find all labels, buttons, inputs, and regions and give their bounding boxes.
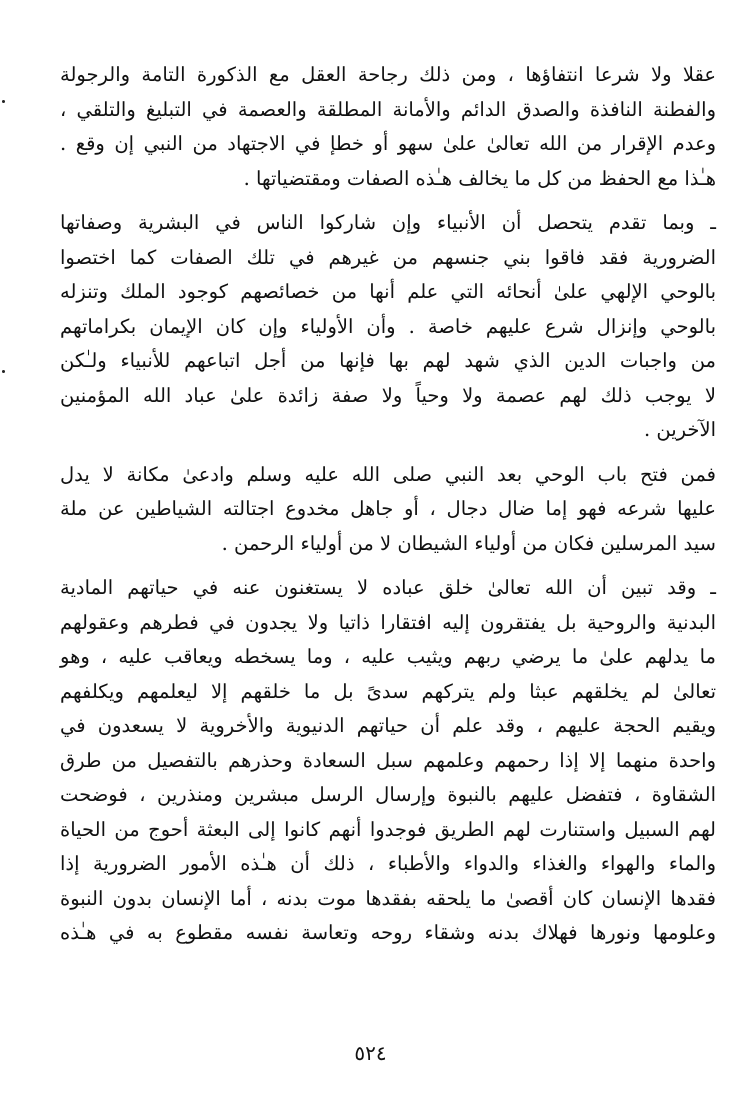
text-line: بالوحي وإنزال شرع عليهم خاصة . وأن الأولياء وإن كان الإيمان بكراماتهم — [60, 314, 716, 338]
text-line: وعلومها ونورها فهلاك بدنه وشقاء روحه وتعاسة نفسه مقطوع به في هـٰذه — [60, 921, 716, 944]
text-line: لا يوجب ذلك لهم عصمة ولا وحياً ولا صفة زائدة علىٰ عباد الله المؤمنين — [60, 383, 716, 407]
text-line: الشقاوة ، فتفضل عليهم بالنبوة وإرسال الرسل مبشرين ومنذرين ، فوضحت — [60, 783, 716, 806]
page-number: ٥٢٤ — [354, 1041, 387, 1065]
paragraph-4 — [60, 571, 716, 951]
text-line: فقدها الإنسان كان أقصىٰ ما يلحقه بفقدها موت بدنه ، أما الإنسان بدون النبوة — [60, 886, 716, 910]
paragraph-3 — [60, 458, 716, 562]
scan-speck — [2, 370, 5, 373]
text-line: ـ وبما تقدم يتحصل أن الأنبياء وإن شاركوا الناس في البشرية وصفاتها — [60, 211, 716, 234]
text-line: سيد المرسلين فكان من أولياء الشيطان لا من أولياء الرحمن . — [221, 531, 716, 555]
page-body — [60, 58, 716, 951]
text-line: لهم السبيل واستنارت لهم الطريق فوجدوا أنهم كانوا إلى البعثة أحوج من الحياة — [60, 817, 716, 841]
text-line: والفطنة النافذة والصدق الدائم والأمانة المطلقة والعصمة في التبليغ والتلقي ، — [60, 97, 716, 121]
text-line: عقلا ولا شرعا انتفاؤها ، ومن ذلك رجاحة العقل مع الذكورة التامة والرجولة — [60, 63, 716, 86]
text-line: والماء والهواء والغذاء والدواء والأطباء ، ذلك أن هـٰذه الأمور الضرورية إذا — [60, 852, 716, 875]
text-line: الضرورية فقد فاقوا بني جنسهم من غيرهم في تلك الصفات كما اختصوا — [60, 245, 716, 269]
text-line: تعالىٰ لم يخلقهم عبثا ولم يتركهم سدىً بل ما خلقهم إلا ليعلمهم ويكلفهم — [60, 679, 716, 703]
text-line: الآخرين . — [643, 418, 716, 441]
text-line: البدنية والروحية بل يفتقرون إليه افتقارا ذاتيا ولا يجدون في فطرهم وعقولهم — [60, 610, 716, 634]
text-line: هـٰذا مع الحفظ من كل ما يخالف هـٰذه الصفات ومقتضياتها . — [243, 166, 716, 190]
text-line: واحدة منهما إلا إذا رحمهم وعلمهم سبل السعادة وحذرهم بالتفصيل من طرق — [60, 748, 716, 772]
text-line: وعدم الإقرار من الله تعالىٰ علىٰ سهو أو خطإ في الاجتهاد من النبي إن وقع . — [60, 132, 716, 155]
text-line: ـ وقد تبين أن الله تعالىٰ خلق عباده لا يستغنون عنه في حياتهم المادية — [60, 576, 716, 599]
paragraph-1 — [60, 58, 716, 196]
paragraph-2 — [60, 206, 716, 448]
text-line: ويقيم الحجة عليهم ، وقد علم أن حياتهم الدنيوية والأخروية لا يسعدون في — [60, 714, 716, 737]
text-line: عليها شرعه فهو إما ضال دجال ، أو جاهل مخدوع اجتالته الشياطين عن ملة — [60, 497, 716, 520]
text-line: فمن فتح باب الوحي بعد النبي صلى الله عليه وسلم وادعىٰ مكانة لا يدل — [60, 462, 716, 486]
text-line: من واجبات الدين الذي شهد لهم بها فإنها من أجل اتباعهم للأنبياء ولـٰكن — [60, 349, 716, 372]
text-line: بالوحي الإلهي علىٰ أنحائه التي علم أنها من خصائصهم كوجود الملك وتنزله — [60, 280, 716, 303]
scan-speck — [2, 100, 5, 103]
text-line: ما يدلهم علىٰ ما يرضي ربهم ويثيب عليه ، وما يسخطه ويعاقب عليه ، وهو — [60, 645, 716, 668]
